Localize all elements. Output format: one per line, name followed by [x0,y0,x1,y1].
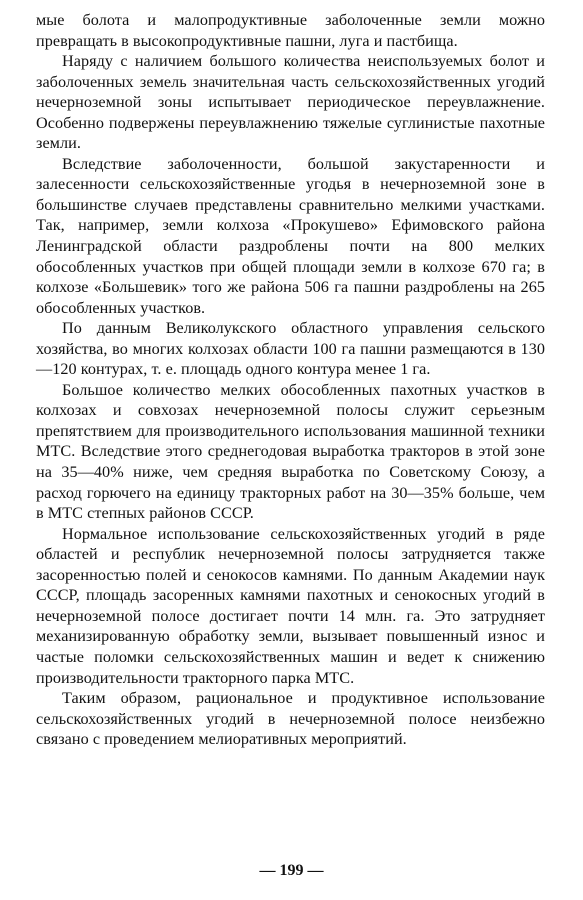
paragraph-fragmentation: Вследствие заболоченности, большой закустаренности и залесенности сельскохозяйственные угодья в нечерноземной зоне в большинстве случаев представлены сравнительно мелкими участками. Так, например, земли колхоза «Прокушево» Ефимовского района Ленинградской области раздроблены почти на 800 мелких обособленных участков при общей площади земли в колхозе 670 га; в колхозе «Большевик» того же района 506 га пашни раздроблены на 265 обособленных участков. [36,154,545,317]
paragraph-stones: Нормальное использование сельскохозяйственных угодий в ряде областей и республик нечерноземной полосы затрудняется также засоренностью полей и сенокосов камнями. По данным Академии наук СССР, площадь засоренных камнями пахотных и сенокосных угодий в нечерноземной полосе достигает почти 14 млн. га. Это затрудняет механизированную обработку земли, вызывает повышенный износ и частые поломки сельскохозяйственных машин и ведет к снижению производительности тракторного парка МТС. [36,524,545,687]
paragraph-waterlogging: Наряду с наличием большого количества неиспользуемых болот и заболоченных земель значительная часть сельскохозяйственных угодий нечерноземной зоны испытывает периодическое переувлажнение. Особенно подвержены переувлажнению тяжелые суглинистые пахотные земли. [36,52,545,153]
paragraph-conclusion: Таким образом, рациональное и продуктивное использование сельскохозяйственных угодий в нечерноземной полосе неизбежно связано с проведением мелиоративных мероприятий. [36,689,545,749]
page-number: — 199 — [259,862,324,879]
paragraph-velikie-luki-data: По данным Великолукского областного управления сельского хозяйства, во многих колхозах области 100 га пашни размещаются в 130—120 контурах, т. е. площадь одного контура менее 1 га. [36,319,545,379]
paragraph-tractor-output: Большое количество мелких обособленных пахотных участков в колхозах и совхозах нечерноземной полосы служит серьезным препятствием для производительного использования машинной техники МТС. Вследствие этого среднегодовая выработка тракторов в этой зоне на 35—40% ниже, чем средняя выработка по Советскому Союзу, а расход горючего на единицу тракторных работ на 30—35% больше, чем в МТС степных районов СССР. [36,380,545,523]
paragraph-continuation: мые болота и малопродуктивные заболоченные земли можно превращать в высокопродуктивные пашни, луга и пастбища. [36,11,545,50]
page-body-text [36,10,545,750]
